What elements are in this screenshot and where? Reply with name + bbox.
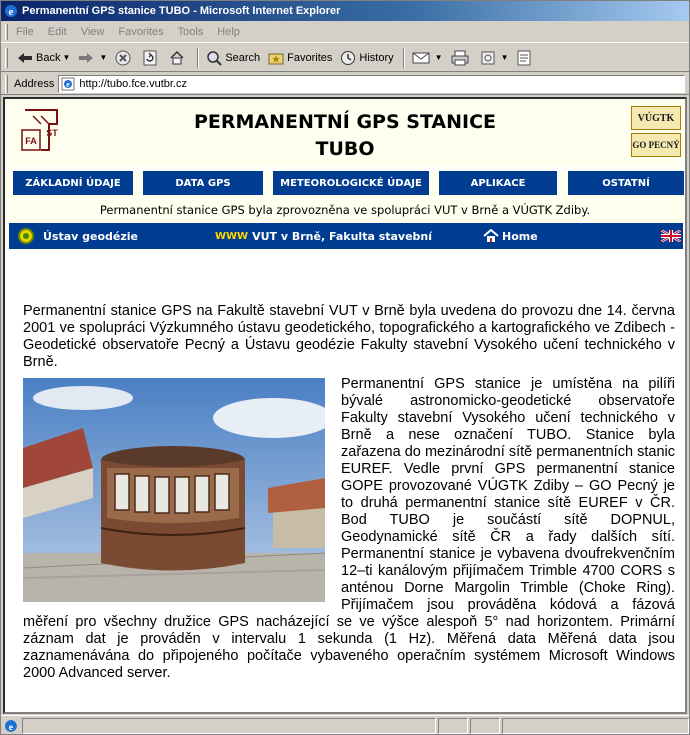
svg-text:FA: FA xyxy=(25,136,37,146)
institute-label: Ústav geodézie xyxy=(43,229,139,243)
institute-icon xyxy=(17,227,35,245)
discuss-icon xyxy=(517,50,531,66)
back-label: Back xyxy=(36,51,61,64)
faculty-link[interactable] xyxy=(215,223,432,249)
printer-icon xyxy=(451,50,469,66)
svg-text:ST: ST xyxy=(46,128,58,138)
nav-aplikace[interactable]: APLIKACE xyxy=(439,171,557,195)
menu-favorites[interactable]: Favorites xyxy=(118,25,164,38)
menu-tools[interactable]: Tools xyxy=(177,25,204,38)
main-nav xyxy=(5,171,685,197)
ie-icon xyxy=(4,4,18,18)
discuss-button[interactable] xyxy=(514,47,537,69)
nav-ostatni[interactable]: OSTATNÍ xyxy=(568,171,684,195)
notice-text: Permanentní stanice GPS byla zprovozněna ve spolupráci VUT v Brně a VÚGTK Zdiby. xyxy=(5,197,685,223)
page-icon xyxy=(61,77,75,91)
page-header xyxy=(5,99,685,167)
observatory-photo xyxy=(23,378,325,602)
article xyxy=(23,303,675,682)
link-bar xyxy=(9,223,683,249)
page-viewport[interactable] xyxy=(3,97,687,714)
history-label: History xyxy=(359,51,394,64)
home-button[interactable] xyxy=(166,47,191,69)
mail-icon xyxy=(412,51,430,65)
window-title: Permanentní GPS stanice TUBO - Microsoft Internet Explorer xyxy=(22,5,341,17)
refresh-icon xyxy=(142,50,158,66)
favorites-button[interactable] xyxy=(265,47,335,69)
back-arrow-icon xyxy=(17,51,33,65)
edit-page-icon xyxy=(480,50,496,66)
status-text-pane xyxy=(22,718,436,734)
print-button[interactable] xyxy=(448,47,475,69)
address-bar xyxy=(1,73,689,95)
nav-zakladni-udaje[interactable]: ZÁKLADNÍ ÚDAJE xyxy=(13,171,133,195)
toolbar-grip[interactable] xyxy=(5,48,8,68)
svg-text:e: e xyxy=(8,6,14,18)
address-label: Address xyxy=(14,77,55,90)
address-url: http://tubo.fce.vutbr.cz xyxy=(79,77,187,90)
page-title-line1: PERMANENTNÍ GPS STANICE xyxy=(193,111,497,133)
address-input[interactable] xyxy=(58,75,685,93)
www-badge: WWW xyxy=(215,230,249,242)
fast-logo xyxy=(19,106,63,156)
standard-toolbar xyxy=(1,44,689,72)
forward-arrow-icon xyxy=(78,51,94,65)
svg-text:e: e xyxy=(66,79,71,89)
forward-button[interactable] xyxy=(75,47,110,69)
forward-dropdown-icon[interactable]: ▼ xyxy=(99,53,108,62)
menu-bar xyxy=(1,21,689,43)
back-dropdown-icon[interactable]: ▼ xyxy=(62,53,71,62)
history-icon xyxy=(340,50,356,66)
gope-logo[interactable]: GO PECNÝ xyxy=(631,133,681,157)
edit-dropdown-icon[interactable]: ▼ xyxy=(500,53,509,62)
home-icon xyxy=(169,50,185,66)
mail-dropdown-icon[interactable]: ▼ xyxy=(434,53,443,62)
back-button[interactable] xyxy=(14,47,73,69)
stop-button[interactable] xyxy=(112,47,137,69)
history-button[interactable] xyxy=(337,47,396,69)
english-flag-icon[interactable] xyxy=(661,230,681,242)
home-link[interactable] xyxy=(483,223,538,249)
page-title-line2: TUBO xyxy=(315,138,375,160)
favorites-icon xyxy=(268,50,284,66)
stop-icon xyxy=(115,50,131,66)
house-icon xyxy=(483,229,499,243)
favorites-label: Favorites xyxy=(287,51,333,64)
addressbar-grip[interactable] xyxy=(5,75,8,93)
menubar-grip[interactable] xyxy=(5,24,8,40)
toolbar-separator xyxy=(403,48,405,68)
status-page-icon xyxy=(4,719,18,733)
status-zone-pane xyxy=(502,718,690,734)
faculty-label: VUT v Brně, Fakulta stavební xyxy=(252,229,433,243)
body-paragraph: Permanentní GPS stanice je umístěna na pilíři bývalé astronomicko-geodetické observatoře Fakulty stavební Vysokého učení technického v Brně a nese označení TUBO. Stanice byla zařazena do mezinárodní sítě permanentních stanic EUREF. Vedle první GPS permanentní stanice GOPE provozované VÚGTK Zdiby – GO Pecný je to druhá permanentní stanice sítě EUREF v ČR. Bod TUBO je součástí sítě DOPNUL, Geodynamické sítě ČR a řady dalších sítí. Permanentní stanice je vybavena dvoufrekvenčním 12–ti kanálovým přijímačem Trimble 4700 CORS s anténou Dorne Margolin Trimble (Choke Ring). Přijímačem jsou prováděna kódová a fázová měření pro všechny družice GPS nacházející se ve výšce alespoň 5° nad horizontem. Primární záznam dat je prováděn v intervalu 1 sekunda (1 Hz). Měřená data Měřená data jsou zaznamenávána do připojeného počítače vybaveného operačním systémem Microsoft Windows 2000 Advanced server. xyxy=(23,376,675,681)
edit-button[interactable] xyxy=(477,47,512,69)
menu-edit[interactable]: Edit xyxy=(47,25,67,38)
mail-button[interactable] xyxy=(409,47,446,69)
status-security-pane xyxy=(470,718,500,734)
page-title xyxy=(155,109,535,163)
svg-text:e: e xyxy=(8,721,14,733)
refresh-button[interactable] xyxy=(139,47,164,69)
status-progress-pane xyxy=(438,718,468,734)
toolbar-separator xyxy=(197,48,199,68)
status-bar xyxy=(1,715,689,735)
menu-view[interactable]: View xyxy=(80,25,105,38)
institute-link[interactable] xyxy=(17,223,138,249)
home-label: Home xyxy=(502,229,538,243)
nav-meteorologicke-udaje[interactable]: METEOROLOGICKÉ ÚDAJE xyxy=(273,171,429,195)
menu-file[interactable]: File xyxy=(16,25,34,38)
intro-paragraph: Permanentní stanice GPS na Fakultě stavební VUT v Brně byla uvedena do provozu dne 14. června 2001 ve spolupráci Výzkumného ústavu geodetického, topografického a kartografického ve Zdibech - Geodetické observatoře Pecný a Ústavu geodézie Fakulty stavební Vysokého učení technického v Brně. xyxy=(23,303,675,370)
search-icon xyxy=(206,50,222,66)
title-bar xyxy=(1,1,689,21)
nav-data-gps[interactable]: DATA GPS xyxy=(143,171,263,195)
search-label: Search xyxy=(225,51,261,64)
search-button[interactable] xyxy=(203,47,263,69)
vugtk-logo[interactable]: VÚGTK xyxy=(631,106,681,130)
menu-help[interactable]: Help xyxy=(217,25,240,38)
